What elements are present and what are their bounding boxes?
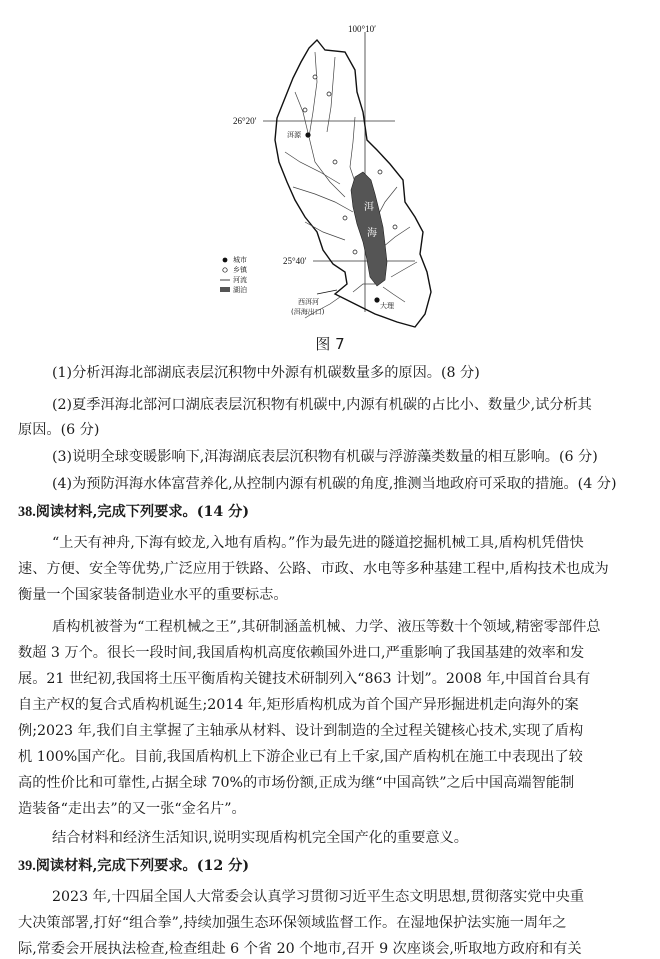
q39-number: 39. [18,858,36,874]
q39-line: 际,常委会开展执法检查,检查组赴 6 个省 20 个地市,召开 9 次座谈会,听取地方政府和有关 [18,941,582,957]
q38-line: 衡量一个国家装备制造业水平的重要标志。 [18,587,288,603]
q38-line: 展。21 世纪初,我国将土压平衡盾构关键技术研制列入“863 计划”。2008 年,中国首台具有 [18,671,591,687]
svg-text:城市: 城市 [233,256,247,264]
q38-heading [18,502,249,522]
city-dali-marker [374,297,379,302]
q38-line: 机 100%国产化。目前,我国盾构机上下游企业已有上千家,国产盾构机在施工中表现出了较 [18,749,583,765]
lake-label-1: 洱 [364,202,374,213]
lake-label-2: 海 [367,228,377,239]
q38-question: 结合材料和经济生活知识,说明实现盾构机完全国产化的重要意义。 [52,830,468,846]
city-eryuan-marker [305,132,310,137]
rivers [285,52,417,318]
q38-line: 盾构机被誉为“工程机械之王”,其研制涵盖机械、力学、液压等数十个领域,精密零部件总 [52,619,601,635]
q38-line: 高的性价比和可靠性,占据全球 70%的市场份额,正成为继“中国高铁”之后中国高端智能制 [18,775,575,791]
city-eryuan-label: 洱源 [287,131,301,139]
outlet-label-1: 西洱河 [298,298,319,306]
svg-text:河流: 河流 [233,276,247,284]
q38-heading-text: 阅读材料,完成下列要求。(14 分) [35,504,250,520]
q39-heading [18,856,249,876]
outlet-arrow [317,290,337,294]
question-2-cont: 原因。(6 分) [18,422,100,438]
svg-text:乡镇: 乡镇 [233,266,247,274]
latitude-label-2: 25°40′ [283,256,307,266]
latitude-label-1: 26°20′ [233,116,257,126]
q38-line: 自主产权的复合式盾构机诞生;2014 年,矩形盾构机成为首个国产异形掘进机走向海外的案 [18,697,579,713]
longitude-label: 100°10′ [348,24,377,34]
q38-number: 38. [18,504,36,520]
erhai-basin-map [205,22,465,342]
q38-line: 速、方便、安全等优势,广泛应用于铁路、公路、市政、水电等多种基建工程中,盾构技术也成为 [18,561,609,577]
q39-line: 大决策部署,打好“组合拳”,持续加强生态环保领域监督工作。在湿地保护法实施一周年之 [18,915,567,931]
q39-line: 2023 年,十四届全国人大常委会认真学习贯彻习近平生态文明思想,贯彻落实党中央重 [52,889,585,905]
q38-line: 造装备“走出去”的又一张“金名片”。 [18,801,246,817]
q38-line: 例;2023 年,我们自主掌握了主轴承从材料、设计到制造的全过程关键核心技术,实现了盾构 [18,723,584,739]
svg-text:湖泊: 湖泊 [233,286,247,294]
figure-caption: 图 7 [315,335,345,353]
map-legend [220,255,248,294]
question-2: (2)夏季洱海北部河口湖底表层沉积物有机碳中,内源有机碳的占比小、数量少,试分析其 [52,397,592,413]
outlet-label-2: (洱海出口) [291,308,325,316]
q39-heading-text: 阅读材料,完成下列要求。(12 分) [35,858,250,874]
q38-line: “上天有神舟,下海有蛟龙,入地有盾构。”作为最先进的隧道挖掘机械工具,盾构机凭借快 [52,535,584,551]
question-3: (3)说明全球变暖影响下,洱海湖底表层沉积物有机碳与浮游藻类数量的相互影响。(6 分) [52,449,598,465]
question-1: (1)分析洱海北部湖底表层沉积物中外源有机碳数量多的原因。(8 分) [52,365,480,381]
city-dali-label: 大理 [380,302,394,310]
question-4: (4)为预防洱海水体富营养化,从控制内源有机碳的角度,推测当地政府可采取的措施。(4 分) [52,476,617,492]
q38-line: 数超 3 万个。很长一段时间,我国盾构机高度依赖国外进口,严重影响了我国基建的效率和发 [18,645,585,661]
